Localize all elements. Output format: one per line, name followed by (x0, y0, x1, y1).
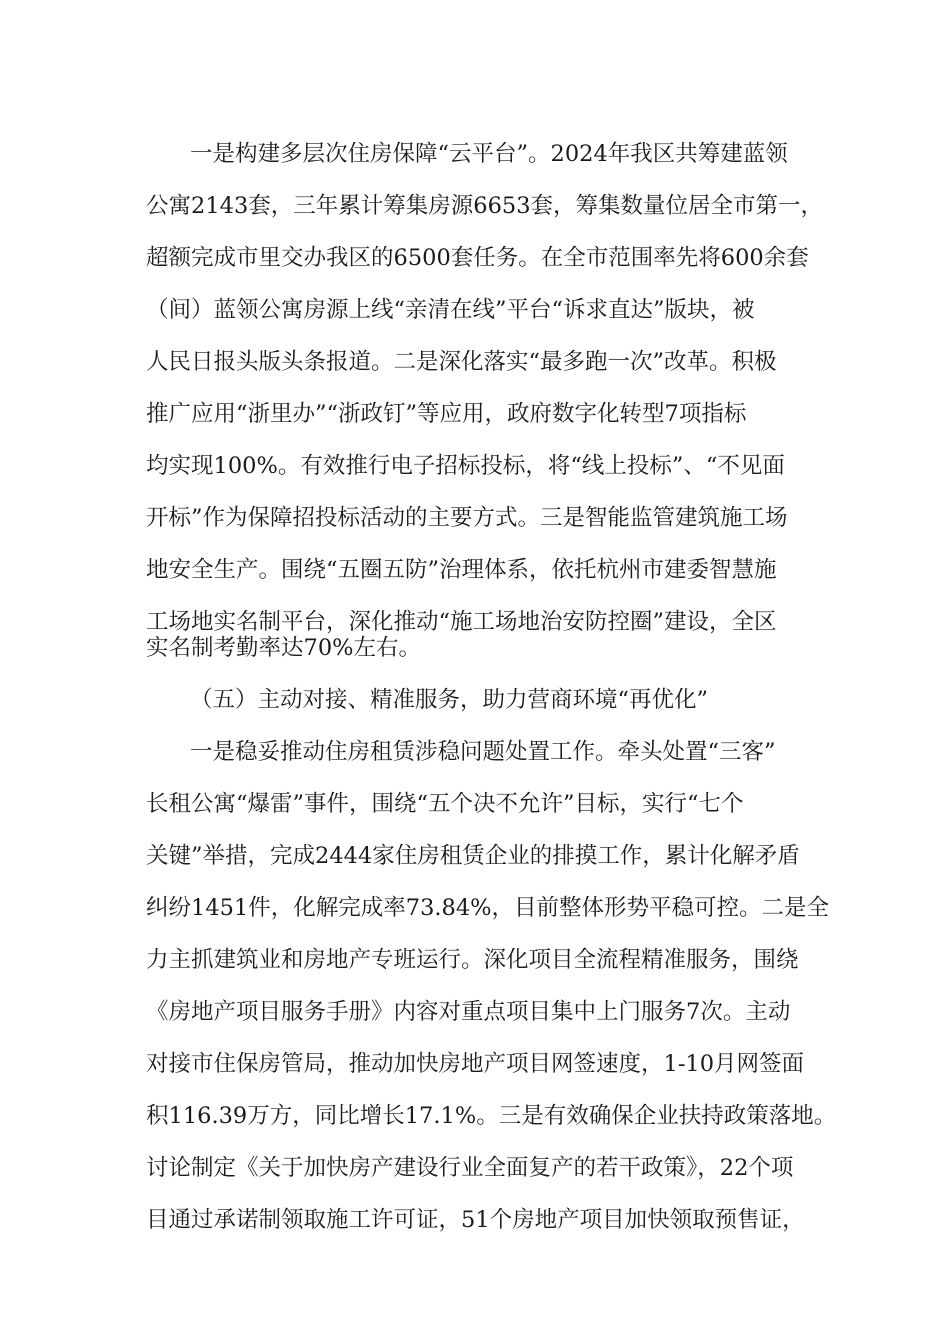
text-line: 积116.39万方，同比增长17.1%。三是有效确保企业扶持政策落地。 (146, 1103, 837, 1129)
text-line: 超额完成市里交办我区的6500套任务。在全市范围率先将600余套 (146, 245, 809, 271)
text-line: 公寓2143套，三年累计筹集房源6653套，筹集数量位居全市第一， (146, 193, 824, 219)
text-line: 均实现100%。有效推行电子招标投标，将“线上投标”、“不见面 (146, 453, 785, 479)
text-line: （间）蓝领公寓房源上线“亲清在线”平台“诉求直达”版块，被 (146, 297, 755, 323)
text-line: 目通过承诺制领取施工许可证，51个房地产项目加快领取预售证， (146, 1207, 805, 1233)
text-line: 开标”作为保障招投标活动的主要方式。三是智能监管建筑施工场 (146, 505, 788, 531)
text-line: 一是构建多层次住房保障“云平台”。2024年我区共筹建蓝领 (190, 141, 788, 167)
text-line: 纠纷1451件，化解完成率73.84%，目前整体形势平稳可控。二是全 (146, 895, 830, 921)
text-line: 一是稳妥推动住房租赁涉稳问题处置工作。牵头处置“三客” (190, 739, 776, 765)
text-line: 对接市住保房管局，推动加快房地产项目网签速度，1-10月网签面 (146, 1051, 805, 1077)
text-line: 力主抓建筑业和房地产专班运行。深化项目全流程精准服务，围绕 (146, 947, 799, 973)
text-line: 实名制考勤率达70%左右。 (146, 635, 422, 661)
text-line: 推广应用“浙里办”“浙政钉”等应用，政府数字化转型7项指标 (146, 401, 747, 427)
text-line: 地安全生产。围绕“五圈五防”治理体系，依托杭州市建委智慧施 (146, 557, 777, 583)
text-line: 人民日报头版头条报道。二是深化落实“最多跑一次”改革。积极 (146, 349, 777, 375)
text-line: 长租公寓“爆雷”事件，围绕“五个决不允许”目标，实行“七个 (146, 791, 744, 817)
section-heading-text: （五）主动对接、精准服务，助力营商环境“再优化” (190, 687, 709, 713)
text-line: 工场地实名制平台，深化推动“施工场地治安防控圈”建设，全区 (146, 609, 777, 635)
text-line: 《房地产项目服务手册》内容对重点项目集中上门服务7次。主动 (146, 999, 791, 1025)
text-line: 关键”举措，完成2444家住房租赁企业的排摸工作，累计化解矛盾 (146, 843, 800, 869)
text-line: 讨论制定《关于加快房产建设行业全面复产的若干政策》，22个项 (146, 1155, 794, 1181)
